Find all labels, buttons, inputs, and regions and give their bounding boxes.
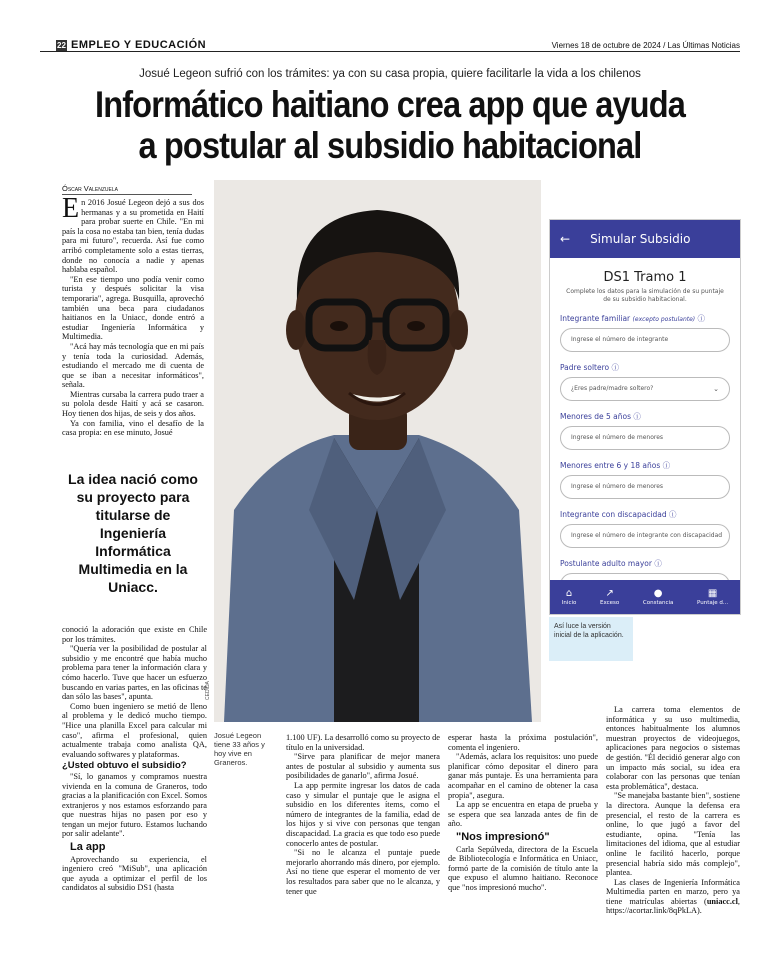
field-placeholder: Ingrese el número de integrante — [571, 336, 669, 343]
paragraph: Como buen ingeniero se metió de lleno al problema y le dedicó mucho tiempo. "Hice una planilla Excel para calcular mi caso", afirma el profesional, quien actualmente trabaja como analista QA, evaluando softwares y plataformas. — [62, 701, 207, 759]
pull-quote: La idea nació como su proyecto para titularse de Ingeniería Informática Multimedia en la Uniacc. — [68, 471, 198, 595]
paragraph: La app permite ingresar los datos de cada caso y simular el puntaje que le asigna el subsidio en los diferentes ítems, como el número de integrantes de la familia, edad de los hijos y si vive con personas que tengan discapacidad. La gracia es que todo eso puede conocerlo antes de postular. — [286, 780, 440, 848]
app-screenshot — [549, 219, 741, 615]
paragraph: "Quería ver la posibilidad de postular al subsidio y me encontré que había mucho problema para tener la información clara y cómo hacerlo. Tuve que hacer un esfuerzo buscando en varias partes, en las oficinas te dan sólo las bases", apunta. — [62, 644, 207, 702]
paragraph: Ya con familia, vino el desafío de la casa propia: en ese minuto, Josué — [62, 418, 204, 438]
nav-label: Constancia — [642, 600, 674, 606]
input-field[interactable] — [560, 426, 730, 450]
page-header — [40, 40, 740, 52]
interview-question: ¿Usted obtuvo el subsidio? — [62, 760, 187, 772]
field-placeholder: Ingrese el número de menores — [571, 434, 664, 441]
paragraph: 1.100 UF). La desarrolló como su proyecto de título en la universidad. — [286, 733, 440, 752]
paragraph: "Si no le alcanza el puntaje puede mejorarlo ahorrando más dinero, por ejemplo. Así no tiene que esperar el momento de ver los resultados para saber que no le alcanza, y tener que — [286, 848, 440, 896]
article-column-1 — [62, 193, 204, 438]
field-label — [560, 509, 730, 520]
info-icon[interactable]: ⓘ — [695, 314, 706, 323]
nav-label: Inicio — [561, 600, 577, 606]
page-number: 22 — [57, 41, 66, 50]
nav-item[interactable] — [600, 588, 619, 606]
nav-label: Exceso — [600, 600, 620, 606]
field-label — [560, 362, 730, 373]
input-field[interactable] — [560, 524, 730, 548]
paragraph: n 2016 Josué Legeon dejó a sus dos hermanas y a su prometida en Haití para probar suerte en Chile. "En mi país la cosa no estaba tan bien, tenía dudas para mi futuro", recuerda. Así fue como arribó completamente solo a estas tierras, donde no conocía a nadie y apenas hablaba español. — [62, 198, 204, 275]
paragraph: "Acá hay más tecnología que en mi país y tenía toda la curiosidad. Además, estudiando el mercado me di cuenta de que se iban a necesitar informáticos", señala. — [62, 341, 204, 390]
piggy-bank-icon: ● — [653, 588, 663, 599]
field-label — [560, 411, 730, 422]
headline-line-2: a postular al subsidio habitacional — [138, 125, 642, 166]
paragraph: conoció la adoración que existe en Chile por los trámites. — [62, 625, 207, 644]
field-label — [560, 460, 730, 471]
field-label-text: Integrante con discapacidad — [560, 510, 667, 519]
paragraph: Aprovechando su experiencia, el ingeniero creó "MiSub", una aplicación que ayuda a optimizar el perfil de los candidatos al subsidio DS1 (hasta — [62, 854, 207, 893]
trend-icon: ↗ — [605, 588, 614, 599]
select-field[interactable] — [560, 377, 730, 401]
arrow-left-icon[interactable]: ← — [560, 232, 571, 246]
paragraph: "Sirve para planificar de mejor manera antes de postular al subsidio y aumenta sus posibilidades de ganarlo", afirma Josué. — [286, 752, 440, 781]
subheading-la-app: La app — [70, 841, 106, 854]
paragraph: La app se encuentra en etapa de prueba y se espera que sea lanzada antes de fin de año. — [448, 800, 598, 829]
field-label-text: Integrante familiar — [560, 314, 631, 323]
map-icon: ▦ — [707, 588, 718, 599]
info-icon[interactable]: ⓘ — [609, 363, 619, 372]
app-top-bar — [550, 220, 740, 258]
nav-label: Puntaje d... — [697, 600, 729, 606]
nav-item[interactable] — [562, 588, 577, 606]
text-run: , https://acortar.link/8qPkLA). — [606, 896, 740, 916]
subheading-nos-impresiono: "Nos impresionó" — [456, 830, 550, 843]
app-intro: Complete los datos para la simulación de su puntaje de su subsidio habitacional. — [566, 288, 724, 303]
paragraph: Carla Sepúlveda, directora de la Escuela de Bibliotecología e Informática en Uniacc, formó parte de la comisión de título ante la que expuso el alumno haitiano. Reconoce que "nos impresionó mucho". — [448, 844, 598, 892]
field-label-note: (excepto postulante) — [632, 316, 696, 323]
form-fields — [560, 313, 730, 597]
input-field[interactable] — [560, 328, 730, 352]
headline-line-1: Informático haitiano crea app que ayuda — [95, 84, 685, 125]
chevron-down-icon: ⌄ — [713, 385, 719, 393]
nav-item[interactable] — [697, 588, 728, 606]
article-column-2 — [286, 733, 440, 896]
paragraph: esperar hasta la próxima postulación", comenta el ingeniero. — [448, 733, 598, 752]
field-label-text: Menores de 5 años — [560, 412, 632, 421]
field-label-text: Padre soltero — [560, 363, 610, 372]
article-column-1b — [62, 625, 207, 893]
article-column-4 — [606, 705, 740, 916]
text-run: Las clases de Ingeniería Informática Multimedia parten en marzo, pero ya tiene matrículas abiertas ( — [606, 877, 740, 906]
tramo-title: DS1 Tramo 1 — [603, 270, 687, 285]
article-column-3 — [448, 733, 598, 893]
bottom-nav — [550, 580, 740, 614]
info-icon[interactable]: ⓘ — [666, 510, 677, 519]
field-label — [560, 558, 730, 569]
paragraph: "En ese tiempo uno podía venir como turista y después solicitar la visa temporaria", agrega. Busquilla, aprovechó también una beca para ciudadanos haitianos en la Uniacc, donde entró a estudiar Ingeniería Informática y Multimedia. — [62, 274, 204, 342]
paragraph: La carrera toma elementos de informática y su uso multimedia, entonces habitualmente los alumnos muestran proyectos de videojuegos, aplicaciones para negocios o sistemas de gestión. "Él decidió generar algo con un impacto más social, su idea era colaborar con las personas que tenían esta problemática", destaca. — [606, 705, 740, 791]
field-label — [560, 313, 730, 324]
info-icon[interactable]: ⓘ — [660, 461, 671, 470]
portrait-photo — [214, 180, 541, 722]
field-label-text: Menores entre 6 y 18 años — [560, 461, 661, 470]
field-label-text: Postulante adulto mayor — [560, 559, 652, 568]
photo-credit: CEDIDA — [205, 681, 211, 700]
field-placeholder: ¿Eres padre/madre soltero? — [571, 385, 654, 392]
photo-caption: Josué Legeon tiene 33 años y hoy vive en Graneros. — [214, 731, 265, 767]
link-uniacc[interactable]: uniacc.cl — [706, 896, 738, 906]
app-title: Simular Subsidio — [590, 232, 691, 246]
nav-item[interactable] — [643, 588, 674, 606]
drop-cap: E — [62, 193, 80, 224]
byline: Óscar Valenzuela — [62, 184, 192, 195]
app-caption: Así luce la versión inicial de la aplicación. — [549, 617, 633, 661]
paragraph: "Además, aclara los requisitos: uno puede planificar cómo depositar el dinero para ganar más puntaje. Es una herramienta para acompañar en el camino de obtener la casa propia", asegura. — [448, 752, 598, 800]
portrait-illustration — [214, 180, 541, 722]
date-source: Viernes 18 de octubre de 2024 / Las Últimas Noticias — [551, 41, 740, 50]
home-icon: ⌂ — [565, 588, 573, 599]
paragraph — [606, 878, 740, 916]
paragraph: Mientras cursaba la carrera pudo traer a su polola desde Haití y acá se casaron. Hoy tienen dos hijas, de seis y dos años. — [62, 389, 204, 419]
section-title: EMPLEO Y EDUCACIÓN — [71, 39, 207, 51]
input-field[interactable] — [560, 475, 730, 499]
field-placeholder: Ingrese el número de integrante con discapacidad — [571, 532, 723, 539]
paragraph: "Se manejaba bastante bien", sostiene la directora. Aunque la defensa era presencial, el resto de la carrera es online, lo que jugó a favor del estudiante, opina. "Tenía las limitaciones del idioma, que al estudiar online le facilitó hacerlo, porque presencial habría sido más complejo", plantea. — [606, 791, 740, 878]
headline — [82, 84, 698, 166]
paragraph: "Sí, lo ganamos y compramos nuestra vivienda en la comuna de Graneros, todo gracias a la planificación con Excel. Somos extranjeros y nos estamos esforzando para que nuestras hijas no pasen por eso y tengan un mejor futuro. Estamos luchando por salir adelante". — [62, 771, 207, 839]
field-placeholder: Ingrese el número de menores — [571, 483, 664, 490]
kicker: Josué Legeon sufrió con los trámites: ya con su casa propia, quiere facilitarle la vida a los chilenos — [139, 68, 641, 80]
info-icon[interactable]: ⓘ — [631, 412, 641, 421]
info-icon[interactable]: ⓘ — [651, 559, 662, 568]
